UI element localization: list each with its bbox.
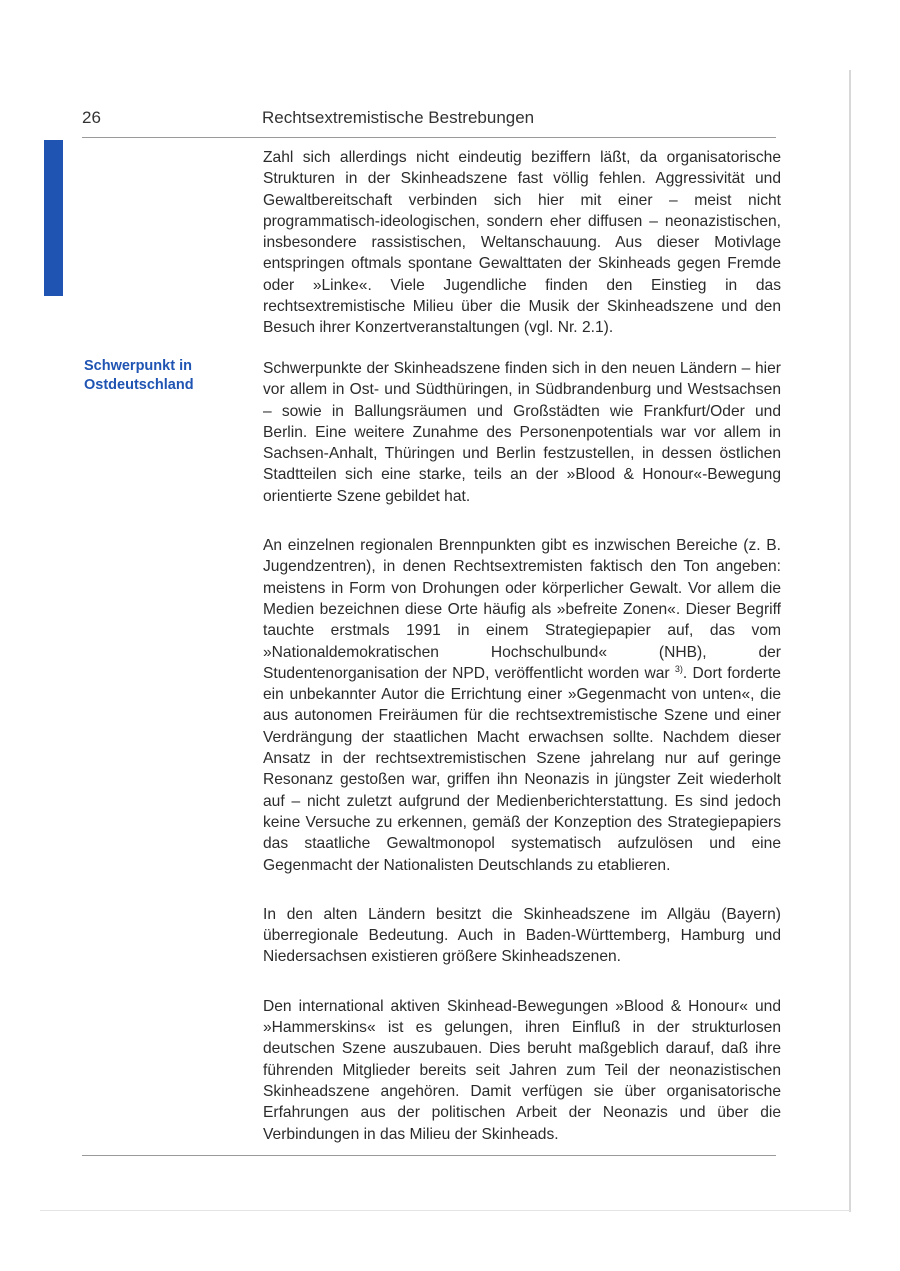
paragraph-5: Den international aktiven Skinhead-Bewegungen »Blood & Honour« und »Hammerskins« ist es gelungen, ihren Einfluß in der strukturlosen deutschen Szene auszubauen. Dies beruht maßgeblich darauf, daß ihre führenden Mitglieder bereits seit Jahren zum Teil der neonazistischen Skinheadszene angehören. Damit verfügen sie über organisatorische Erfahrungen aus der politischen Arbeit der Neonazis und über die Verbindungen in das Milieu der Skinheads. [263, 997, 781, 1143]
scan-edge-right [849, 70, 851, 1212]
header-rule [82, 137, 776, 138]
page-number: 26 [82, 108, 101, 127]
footer-rule [82, 1155, 776, 1156]
paragraph-3 [263, 535, 781, 876]
footnote-reference: 3) [674, 663, 683, 674]
body-column-top [263, 147, 781, 367]
margin-note [84, 357, 234, 395]
running-title: Rechtsextremistische Bestrebungen [262, 108, 535, 127]
paragraph-3-part-2: . Dort forderte ein unbekannter Autor die Errichtung einer »Gegenmacht von unten«, die aus autonomen Freiräumen für die rechtsextremistische Szene und einer Verdrängung der staatlichen Macht erwachsen sollte. Nachdem dieser Ansatz in der rechtsextremistischen Szene jahrelang nur auf geringe Resonanz gestoßen war, griffen ihn Neonazis in jüngster Zeit wiederholt auf – nicht zuletzt aufgrund der Medienberichterstattung. Es sind jedoch keine Versuche zu erkennen, gemäß der Konzeption des Strategiepapiers das staatliche Gewaltmonopol systematisch aufzulösen und eine Gegenmacht der Nationalisten Deutschlands zu etablieren. [263, 664, 781, 874]
margin-note-line-2: Ostdeutschland [84, 377, 194, 393]
paragraph-1: Zahl sich allerdings nicht eindeutig beziffern läßt, da organisatorische Strukturen in der Skinheadszene fast völlig fehlen. Aggressivität und Gewaltbereitschaft verbinden sich hier mit einer – meist nicht programmatisch-ideologischen, sondern eher diffusen – neonazistischen, insbesondere rassistischen, Weltanschauung. Aus dieser Motivlage entspringen oftmals spontane Gewalttaten der Skinheads gegen Fremde oder »Linke«. Viele Jugendliche finden den Einstieg in das rechtsextremistische Milieu über die Musik der Skinheadszene und den Besuch ihrer Konzertveranstaltungen (vgl. Nr. 2.1). [263, 149, 781, 337]
paragraph-2: Schwerpunkte der Skinheadszene finden sich in den neuen Ländern – hier vor allem in Ost- und Südthüringen, in Südbrandenburg und Westsachsen – sowie in Ballungsräumen und Großstädten wie Frankfurt/Oder und Berlin. Eine weitere Zunahme des Personenpotentials war vor allem in Sachsen-Anhalt, Thüringen und Berlin festzustellen, in dessen östlichen Stadtteilen sich eine starke, teils an der »Blood & Honour«-Bewegung orientierte Szene gebildet hat. [263, 360, 781, 505]
chapter-marker-bar [44, 140, 63, 296]
scan-edge-bottom [40, 1210, 850, 1211]
paragraph-3-part-1: An einzelnen regionalen Brennpunkten gibt es inzwischen Bereiche (z. B. Jugendzentren), in denen Rechtsextremisten faktisch den Ton angeben: meistens in Form von Drohungen oder körperlicher Gewalt. Vor allem die Medien bezeichnen diese Orte häufig als »befreite Zonen«. Dieser Begriff tauchte erstmals 1991 in einem Strategiepapier auf, das vom »Nationaldemokratischen Hochschulbund« (NHB), der Studentenorganisation der NPD, veröffentlicht worden war [263, 537, 781, 682]
margin-note-line-1: Schwerpunkt in [84, 358, 192, 374]
paragraph-4: In den alten Ländern besitzt die Skinheadszene im Allgäu (Bayern) überregionale Bedeutung. Auch in Baden-Württemberg, Hamburg und Niedersachsen existieren größere Skinheadszenen. [263, 905, 781, 966]
body-column [263, 358, 781, 1173]
